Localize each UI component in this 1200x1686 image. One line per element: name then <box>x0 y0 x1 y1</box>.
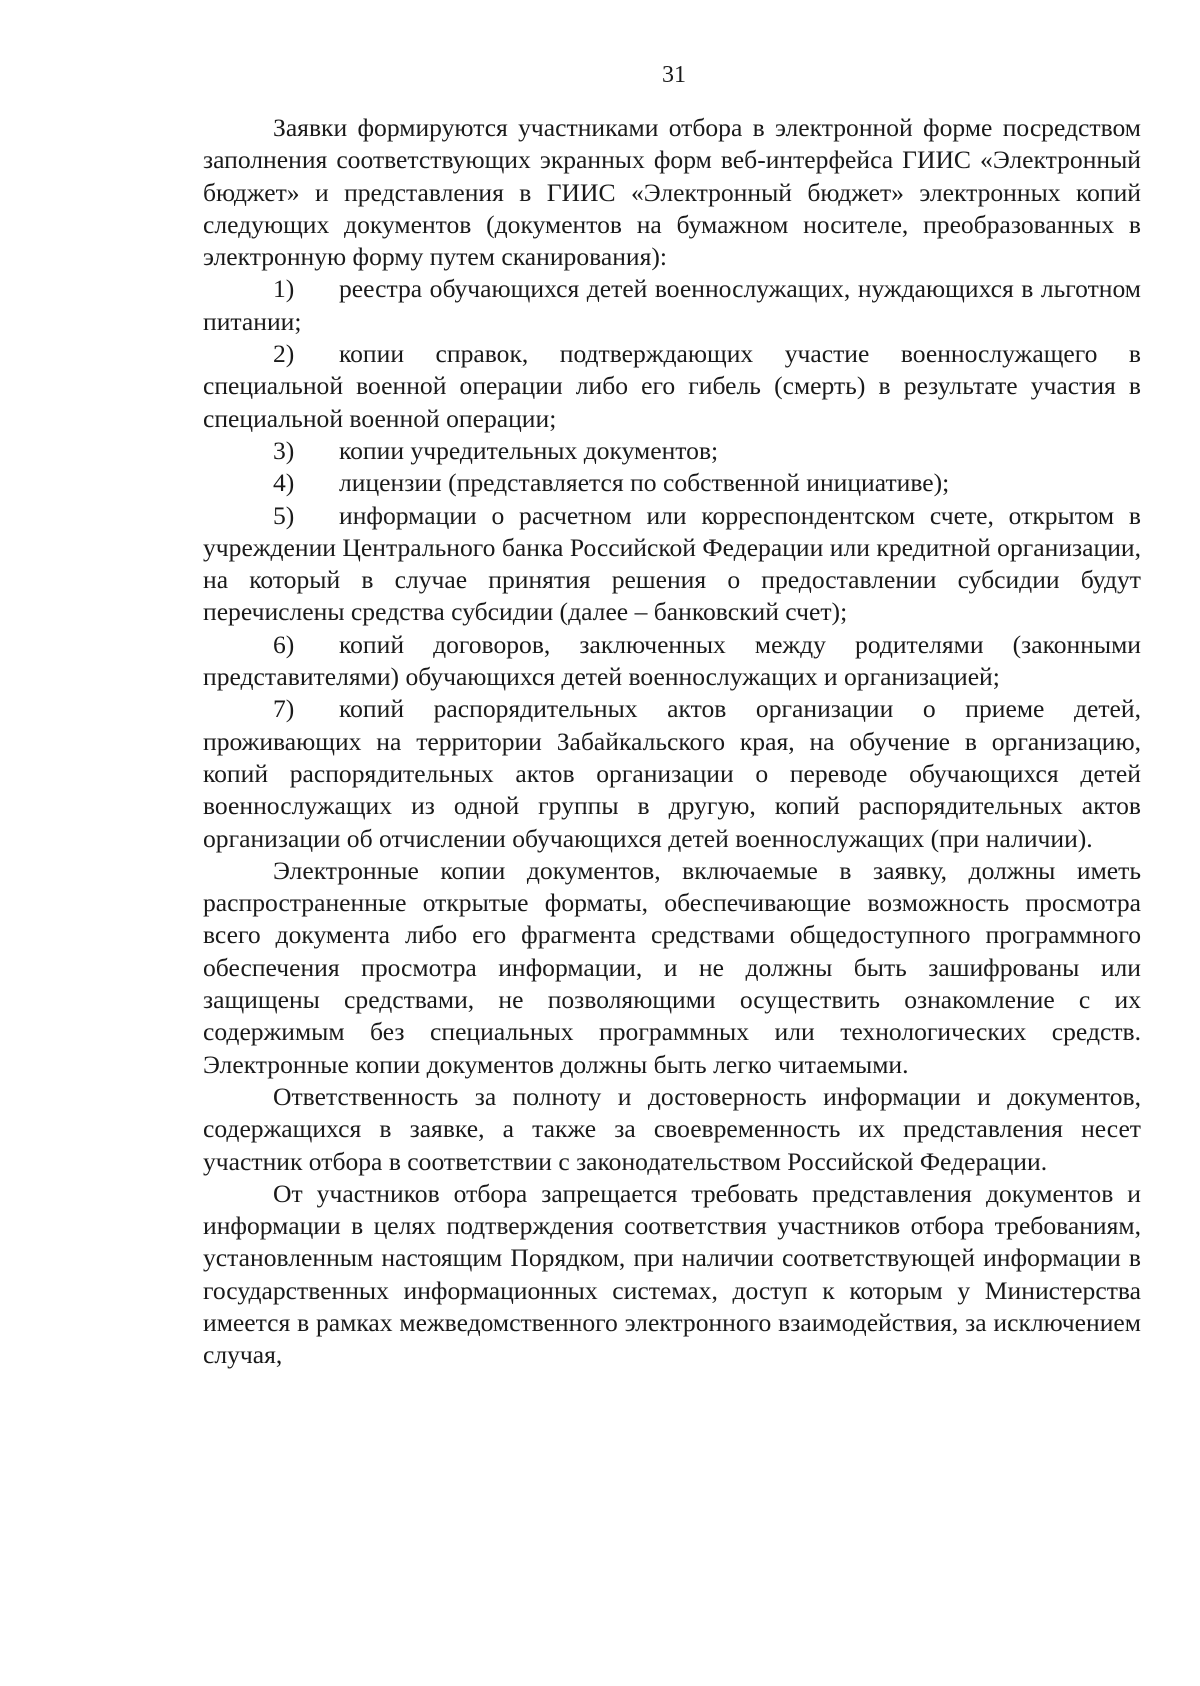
document-body <box>203 112 1141 1372</box>
list-item-1 <box>203 273 1141 338</box>
paragraph-electronic-copies: Электронные копии документов, включаемые в заявку, должны иметь распространенные открытые форматы, обеспечивающие возможность просмотра всего документа либо его фрагмента средствами общедоступного программного обеспечения просмотра информации, и не должны быть зашифрованы или защищены средствами, не позволяющими осуществить ознакомление с их содержимым без специальных программных или технологических средств. Электронные копии документов должны быть легко читаемыми. <box>203 855 1141 1079</box>
list-item-3 <box>203 435 1141 467</box>
list-item-number: 2) <box>273 339 295 369</box>
list-item-text: копии учредительных документов; <box>339 435 719 465</box>
list-item-number: 7) <box>273 694 295 724</box>
paragraph-prohibition: От участников отбора запрещается требовать представления документов и информации в целях подтверждения соответствия участников отбора требованиям, установленным настоящим Порядком, при наличии соответствующей информации в государственных информационных системах, доступ к которым у Министерства имеется в рамках межведомственного электронного взаимодействия, за исключением случая, <box>203 1178 1141 1370</box>
list-item-number: 1) <box>273 274 295 304</box>
list-item-number: 6) <box>273 629 295 659</box>
paragraph-intro: Заявки формируются участниками отбора в электронной форме посредством заполнения соответствующих экранных форм веб-интерфейса ГИИС «Электронный бюджет» и представления в ГИИС «Электронный бюджет» электронных копий следующих документов (документов на бумажном носителе, преобразованных в электронную форму путем сканирования): <box>203 113 1141 272</box>
list-item-text: информации о расчетном или корреспондентском счете, открытом в учреждении Центрального банка Российской Федерации или кредитной организации, на который в случае принятия решения о предоставлении субсидии будут перечислены средства субсидии (далее – банковский счет); <box>203 500 1141 627</box>
list-item-text: лицензии (представляется по собственной инициативе); <box>339 468 950 498</box>
list-item-text: копии справок, подтверждающих участие военнослужащего в специальной военной операции либо его гибель (смерть) в результате участия в специальной военной операции; <box>203 339 1141 433</box>
list-item-6 <box>203 629 1141 694</box>
list-item-7 <box>203 693 1141 854</box>
list-item-2 <box>203 338 1141 435</box>
list-item-5 <box>203 500 1141 629</box>
list-item-number: 4) <box>273 468 295 498</box>
page-number: 31 <box>662 62 686 88</box>
list-item-number: 5) <box>273 500 295 530</box>
list-item-text: копий договоров, заключенных между родителями (законными представителями) обучающихся детей военнослужащих и организацией; <box>203 629 1141 692</box>
list-item-number: 3) <box>273 435 295 465</box>
list-item-4 <box>203 467 1141 499</box>
list-item-text: реестра обучающихся детей военнослужащих, нуждающихся в льготном питании; <box>203 274 1141 336</box>
paragraph-responsibility: Ответственность за полноту и достоверность информации и документов, содержащихся в заявке, а также за своевременность их представления несет участник отбора в соответствии с законодательством Российской Федерации. <box>203 1081 1141 1176</box>
list-item-text: копий распорядительных актов организации о приеме детей, проживающих на территории Забайкальского края, на обучение в организацию, копий распорядительных актов организации о переводе обучающихся детей военнослужащих из одной группы в другую, копий распорядительных актов организации об отчислении обучающихся детей военнослужащих (при наличии). <box>203 694 1141 853</box>
